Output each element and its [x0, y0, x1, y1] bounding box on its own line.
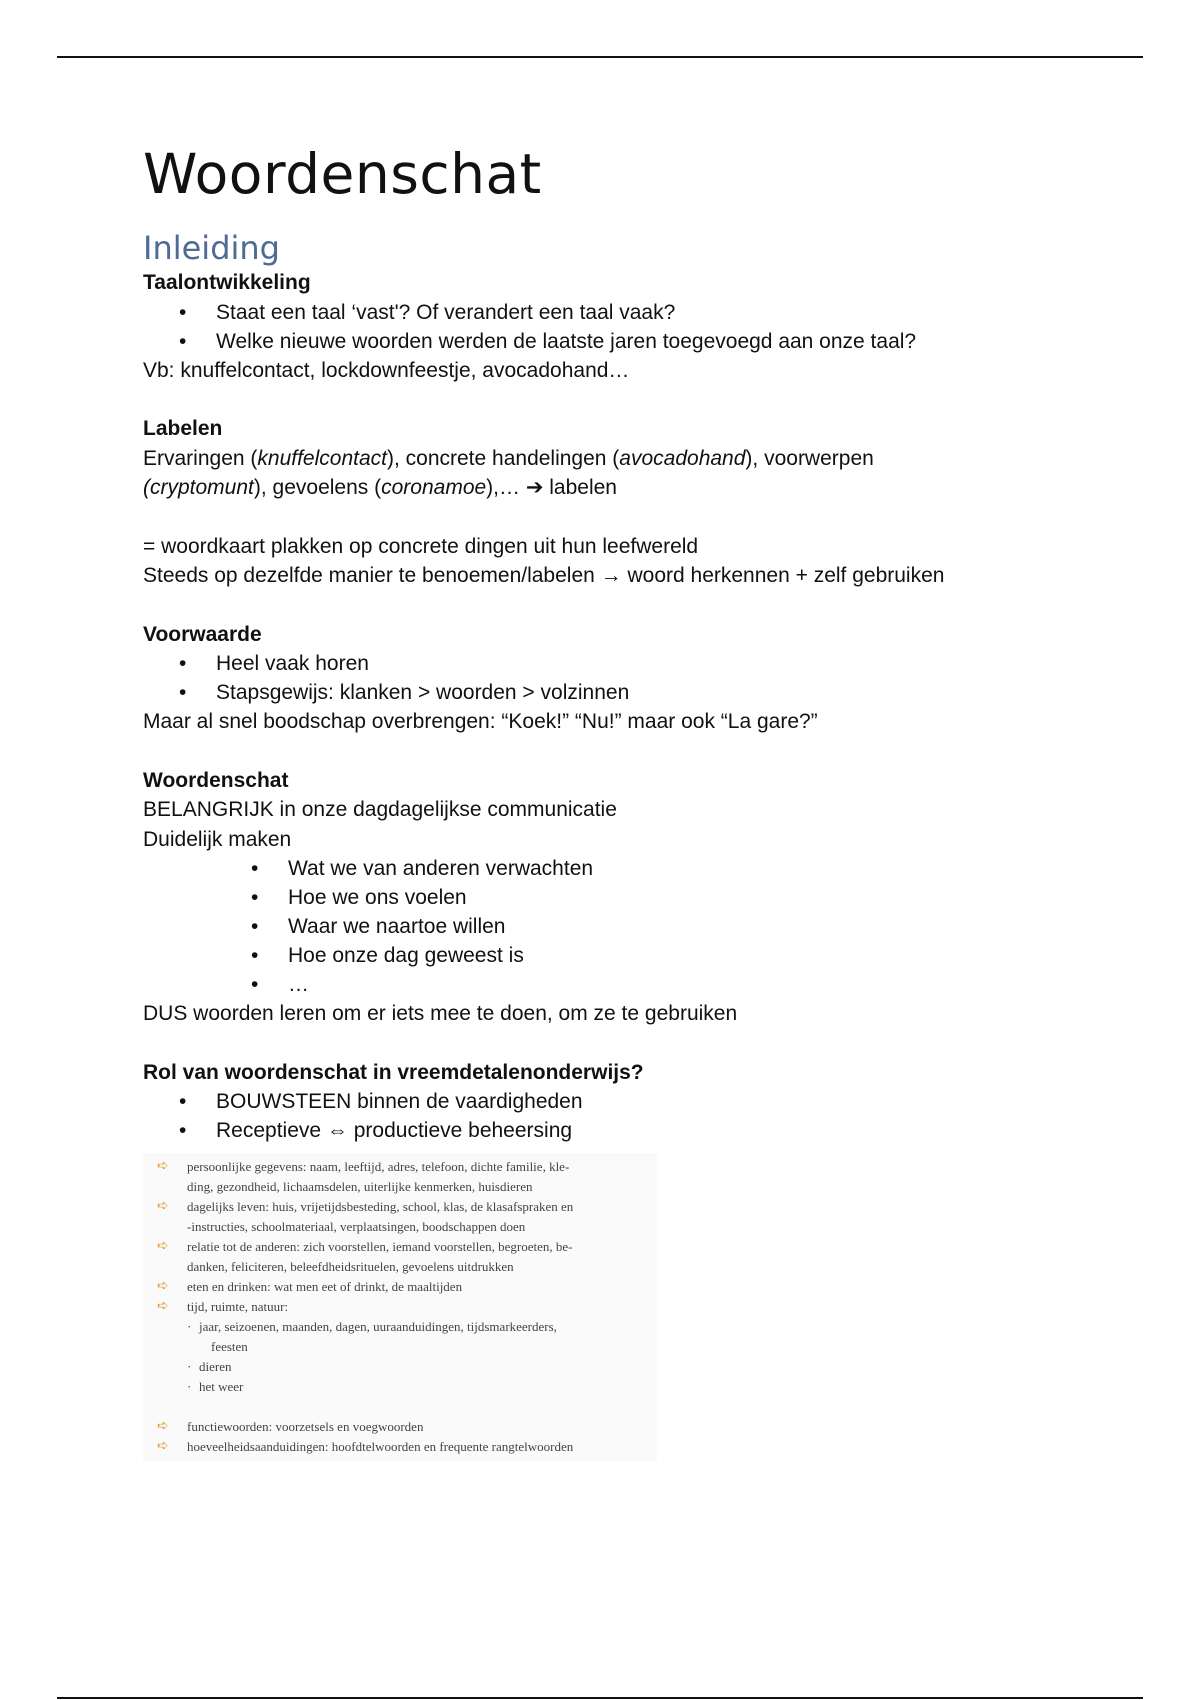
text: eten en drinken: wat men eet of drinkt, de maaltijden: [187, 1279, 463, 1294]
arrow-icon: ➪: [157, 1199, 169, 1214]
text: dieren: [199, 1359, 232, 1374]
text: Ervaringen (: [143, 446, 258, 470]
arrow-icon: ➪: [157, 1279, 169, 1294]
image-subrow: feesten: [211, 1339, 248, 1354]
text: relatie tot de anderen: zich voorstellen, iemand voorstellen, begroeten, be-: [187, 1239, 573, 1254]
list-item: • BOUWSTEEN binnen de vaardigheden: [143, 1087, 1103, 1116]
italic-term: avocadohand: [619, 446, 746, 470]
heading-rol: Rol van woordenschat in vreemdetalenonderwijs?: [143, 1060, 644, 1084]
text: ), concrete handelingen (: [386, 446, 620, 470]
list-item: • Staat een taal ‘vast'? Of verandert een taal vaak?: [143, 298, 1103, 327]
labelen-line-1: [143, 444, 1103, 474]
woordenschat-bullets: [143, 854, 1103, 999]
voorwaarde-bullets: [143, 649, 1103, 707]
italic-term: coronamoe: [381, 476, 487, 499]
heading-labelen: Labelen: [143, 417, 223, 440]
heading-voorwaarde: Voorwaarde: [143, 622, 262, 646]
woordenschat-line-3: DUS woorden leren om er iets mee te doen, om ze te gebruiken: [143, 1002, 738, 1025]
image-row: [157, 1437, 657, 1457]
bullet-icon: ·: [187, 1359, 192, 1374]
italic-term: (cryptomunt: [143, 476, 254, 499]
footer-rule: [57, 1697, 1143, 1699]
heading-woordenschat: Woordenschat: [143, 768, 289, 792]
text: tijd, ruimte, natuur:: [187, 1299, 289, 1314]
woordenschat-line-2: Duidelijk maken: [143, 827, 292, 851]
rol-bullets: [143, 1087, 1103, 1145]
labelen-line-3: = woordkaart plakken op concrete dingen uit hun leefwereld: [143, 534, 699, 558]
document-title: Woordenschat: [143, 142, 542, 206]
document-body: [143, 142, 1103, 1461]
list-item: • …: [143, 970, 1103, 999]
image-row: -instructies, schoolmateriaal, verplaatsingen, boodschappen doen: [187, 1219, 526, 1234]
bullet-icon: ·: [187, 1379, 192, 1394]
arrow-icon: ➪: [157, 1299, 169, 1314]
list-item: • Stapsgewijs: klanken > woorden > volzinnen: [143, 678, 1103, 707]
arrow-icon: ➪: [157, 1239, 169, 1254]
image-row: [157, 1237, 657, 1257]
embedded-image-topics: [143, 1153, 657, 1461]
list-item: • Wat we van anderen verwachten: [143, 854, 1103, 883]
taal-bullets: [143, 298, 1103, 356]
list-item: • Hoe onze dag geweest is: [143, 941, 1103, 970]
list-item: • Heel vaak horen: [143, 649, 1103, 678]
arrow-icon: ➪: [157, 1419, 169, 1434]
image-row: [157, 1197, 657, 1217]
heading-taalontwikkeling: Taalontwikkeling: [143, 271, 311, 294]
labelen-line-2: [143, 473, 1103, 503]
image-row: danken, feliciteren, beleefdheidsrituelen, gevoelens uitdrukken: [187, 1259, 514, 1274]
image-row: ding, gezondheid, lichaamsdelen, uiterlijke kenmerken, huisdieren: [187, 1179, 533, 1194]
image-row: [157, 1277, 657, 1297]
italic-term: knuffelcontact: [257, 446, 387, 470]
image-subrow: [157, 1357, 657, 1377]
text: functiewoorden: voorzetsels en voegwoorden: [187, 1419, 424, 1434]
text: ),… ➔ labelen: [486, 476, 617, 499]
image-row: [157, 1157, 657, 1177]
voorwaarde-line: Maar al snel boodschap overbrengen: “Koek!” “Nu!” maar ook “La gare?”: [143, 710, 818, 733]
section-heading-inleiding: Inleiding: [143, 229, 280, 267]
woordenschat-line-1: BELANGRIJK in onze dagdagelijkse communicatie: [143, 798, 617, 821]
image-subrow: [157, 1317, 657, 1337]
bullet-icon: ·: [187, 1319, 192, 1334]
list-item: • Hoe we ons voelen: [143, 883, 1103, 912]
text: hoeveelheidsaanduidingen: hoofdtelwoorden en frequente rangtelwoorden: [187, 1439, 574, 1454]
arrow-icon: ➪: [157, 1159, 169, 1174]
list-item: • Welke nieuwe woorden werden de laatste jaren toegevoegd aan onze taal?: [143, 327, 1103, 356]
image-row: [157, 1297, 657, 1317]
labelen-line-4: Steeds op dezelfde manier te benoemen/labelen → woord herkennen + zelf gebruiken: [143, 564, 945, 587]
image-row: [157, 1417, 657, 1437]
header-rule: [57, 56, 1143, 58]
text: ), gevoelens (: [253, 476, 382, 499]
list-item: • Waar we naartoe willen: [143, 912, 1103, 941]
arrow-icon: ➪: [157, 1439, 169, 1454]
text: persoonlijke gegevens: naam, leeftijd, adres, telefoon, dichte familie, kle-: [187, 1159, 570, 1174]
text: dagelijks leven: huis, vrijetijdsbesteding, school, klas, de klasafspraken en: [187, 1199, 574, 1214]
image-subrow: [157, 1377, 657, 1397]
text: jaar, seizoenen, maanden, dagen, uuraanduidingen, tijdsmarkeerders,: [199, 1319, 557, 1334]
taal-example: Vb: knuffelcontact, lockdownfeestje, avocadohand…: [143, 358, 630, 382]
list-item: • Receptieve ⇔ productieve beheersing: [143, 1116, 1103, 1145]
text: ), voorwerpen: [745, 446, 874, 470]
text: het weer: [199, 1379, 244, 1394]
